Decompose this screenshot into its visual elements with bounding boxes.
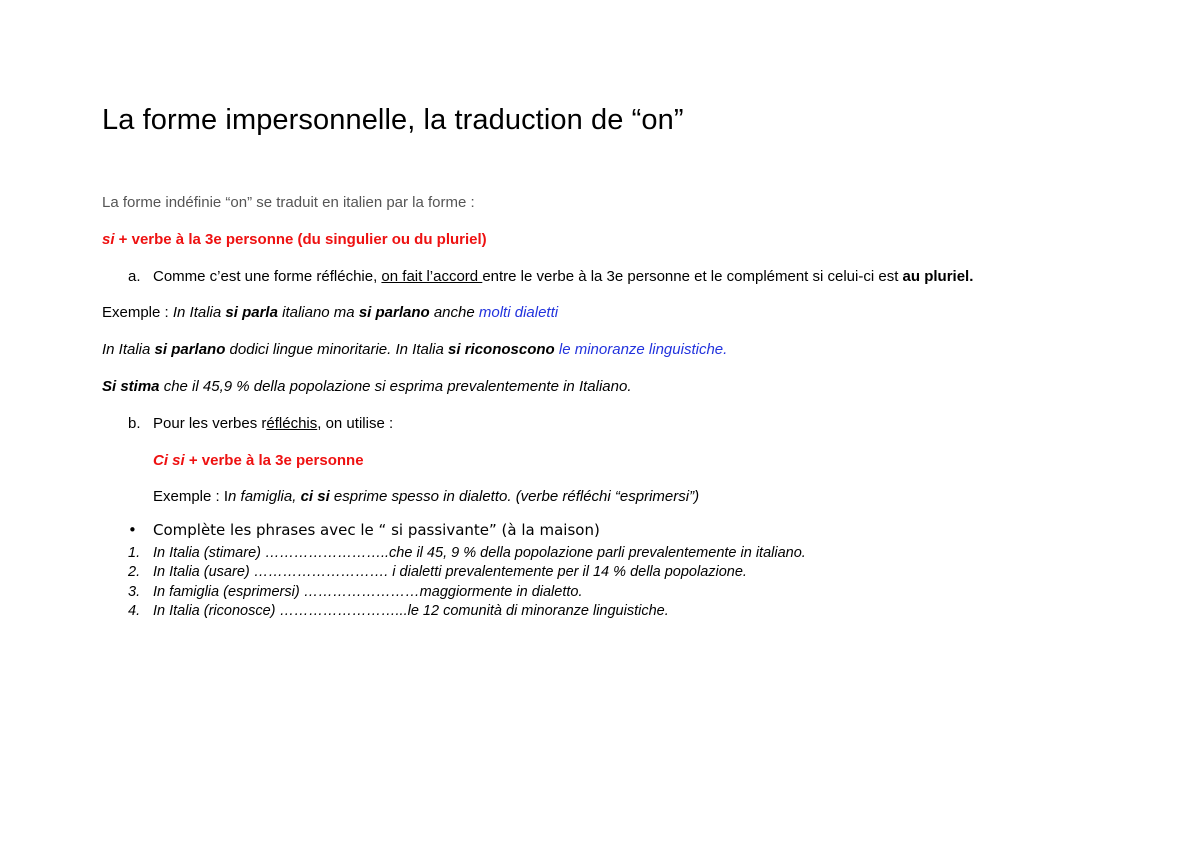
example-2-bold-2: si riconoscono	[448, 341, 555, 358]
example-1-bold-1: si parla	[225, 304, 278, 321]
example-2-part-2: dodici lingue minoritarie. In Italia	[225, 341, 449, 358]
example-1-blue: molti dialetti	[478, 304, 559, 321]
example-3	[102, 378, 631, 396]
list-item-a	[128, 268, 973, 286]
exercise-item-text: In famiglia (esprimersi) ……………………maggiormente in dialetto.	[153, 583, 583, 600]
intro-paragraph: La forme indéfinie “on” se traduit en italien par la forme :	[102, 194, 475, 211]
exercise-list	[128, 544, 806, 621]
exercise-item	[128, 583, 806, 602]
example-b-part-1: n famiglia,	[228, 488, 301, 505]
exercise-item-number: 3.	[128, 583, 141, 600]
exercise-heading-text: Complète les phrases avec le “ si passivante” (à la maison)	[153, 521, 600, 539]
item-b-underlined: éfléchis	[266, 415, 318, 432]
exercise-item-number: 1.	[128, 545, 141, 561]
example-1	[102, 304, 558, 322]
exercise-item-text: In Italia (riconosce) ……………………...le 12 comunità di minoranze linguistiche.	[153, 602, 669, 619]
example-3-rest: che il 45,9 % della popolazione si esprima prevalentemente in Italiano.	[159, 378, 632, 395]
exercise-item-number: 2.	[128, 564, 141, 581]
example-2	[102, 341, 727, 359]
example-2-end: .	[723, 341, 728, 358]
list-item-b	[128, 415, 393, 433]
item-a-underlined: on fait l’accord	[381, 268, 483, 285]
item-a-text-after: entre le verbe à la 3e personne et le complément si celui-ci est	[482, 268, 903, 285]
example-2-blue: le minoranze linguistiche	[558, 341, 724, 358]
example-2-bold-1: si parlano	[154, 341, 226, 358]
example-3-bold: Si stima	[102, 378, 160, 395]
rule-ci-si-verb	[153, 452, 364, 470]
example-b-label: Exemple : I	[153, 488, 229, 505]
list-marker-a: a.	[128, 268, 141, 285]
exercise-item-text: In Italia (usare) ………………………. i dialetti prevalentemente per il 14 % della popolazione.	[153, 564, 747, 581]
example-b-part-2: esprime spesso in dialetto. (verbe réfléchi “esprimersi”)	[329, 488, 700, 505]
item-b-text-before: Pour les verbes r	[153, 415, 267, 432]
rule2-ci-si: Ci si	[153, 452, 185, 469]
example-1-label: Exemple :	[102, 304, 173, 321]
rule-si-verb	[102, 231, 487, 249]
rule-si: si	[102, 231, 115, 248]
example-1-part-2: italiano ma	[277, 304, 359, 321]
exercise-item-number: 4.	[128, 602, 141, 619]
item-b-text-after: , on utilise :	[317, 415, 394, 432]
item-a-text-before: Comme c’est une forme réfléchie,	[153, 268, 382, 285]
exercise-item	[128, 544, 806, 563]
example-1-bold-2: si parlano	[358, 304, 430, 321]
rule2-rest: + verbe à la 3e personne	[184, 452, 364, 469]
example-2-part-1: In Italia	[102, 341, 155, 358]
example-1-part-1: In Italia	[172, 304, 226, 321]
example-1-part-3: anche	[429, 304, 479, 321]
page-title: La forme impersonnelle, la traduction de “on”	[102, 104, 684, 136]
bullet-icon: •	[128, 521, 137, 539]
list-marker-b: b.	[128, 415, 141, 432]
exercise-heading	[128, 521, 600, 539]
exercise-item	[128, 563, 806, 582]
example-b-bold: ci si	[300, 488, 330, 505]
example-b	[153, 488, 699, 506]
rule-rest: + verbe à la 3e personne (du singulier ou du pluriel)	[114, 231, 487, 248]
exercise-item-text: In Italia (stimare) ……………………..che il 45, 9 % della popolazione parli prevalentemente in italiano.	[153, 545, 806, 561]
exercise-item	[128, 602, 806, 621]
item-a-bold-end: au pluriel.	[902, 268, 974, 285]
